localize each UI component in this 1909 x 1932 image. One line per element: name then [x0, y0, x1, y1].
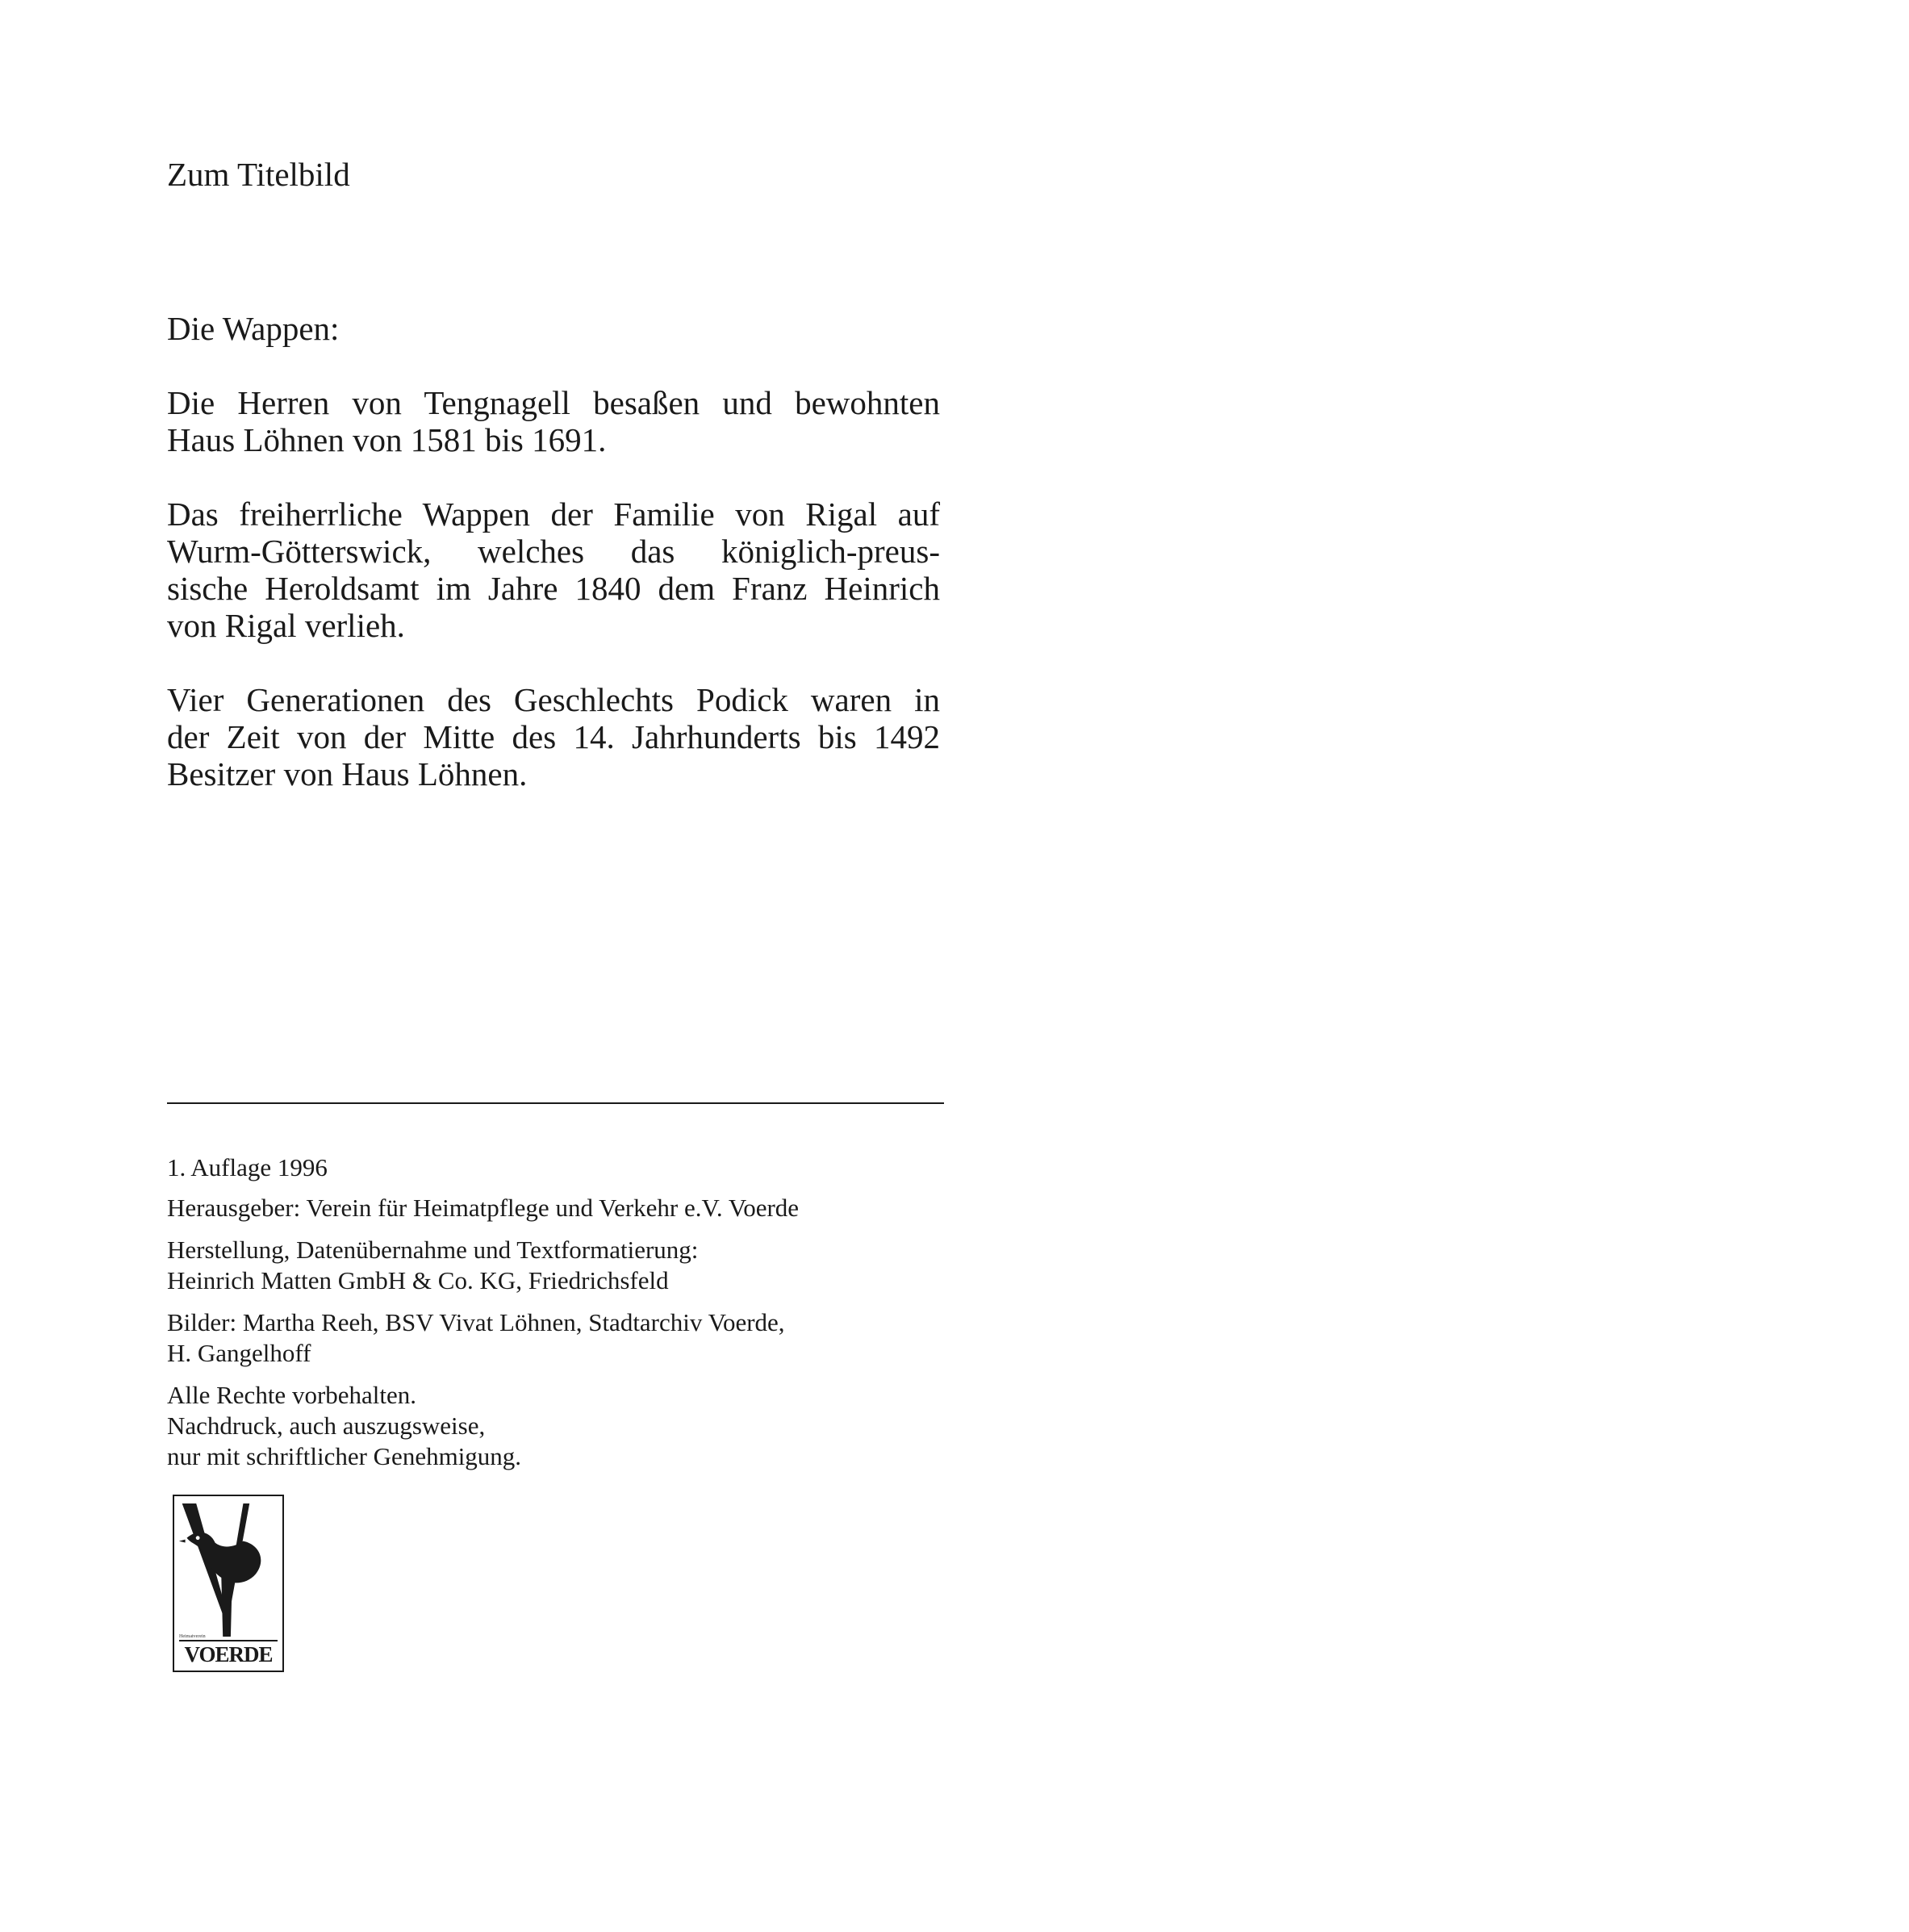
- imprint-pictures-line-1: Bilder: Martha Reeh, BSV Vivat Löhnen, Stadtarchiv Voerde,: [167, 1308, 785, 1336]
- paragraph-tengnagell-line-1: Die Herren von Tengnagell besaßen und bewohnten: [167, 384, 940, 421]
- horizontal-rule: [167, 1102, 944, 1104]
- imprint-rights-line-2: Nachdruck, auch auszugsweise,: [167, 1411, 486, 1440]
- voerde-logo: [173, 1495, 284, 1672]
- imprint-publisher: Herausgeber: Verein für Heimatpflege und Verkehr e.V. Voerde: [167, 1194, 800, 1222]
- imprint-pictures-line-2: H. Gangelhoff: [167, 1339, 311, 1367]
- paragraph-rigal-line-1: Das freiherrliche Wappen der Familie von Rigal auf: [167, 496, 940, 533]
- imprint-edition: 1. Auflage 1996: [167, 1153, 328, 1181]
- paragraph-rigal-line-2: Wurm-Götterswick, welches das königlich-preus-: [167, 533, 940, 570]
- paragraph-podick-line-3: Besitzer von Haus Löhnen.: [167, 755, 528, 792]
- paragraph-podick-line-1: Vier Generationen des Geschlechts Podick waren in: [167, 681, 940, 718]
- imprint-rights-line-1: Alle Rechte vorbehalten.: [167, 1381, 417, 1409]
- imprint-production-line-2: Heinrich Matten GmbH & Co. KG, Friedrichsfeld: [167, 1266, 669, 1294]
- imprint-rights-line-3: nur mit schriftlicher Genehmigung.: [167, 1442, 522, 1470]
- paragraph-rigal-line-4: von Rigal verlieh.: [167, 607, 405, 644]
- logo-caption: VOERDE: [179, 1640, 278, 1667]
- paragraph-tengnagell-line-2: Haus Löhnen von 1581 bis 1691.: [167, 421, 607, 458]
- logo-small-text: Heimatverein: [179, 1634, 206, 1639]
- paragraph-podick-line-2: der Zeit von der Mitte des 14. Jahrhunderts bis 1492: [167, 718, 940, 755]
- wappen-heading: Die Wappen:: [167, 310, 340, 347]
- imprint-production-line-1: Herstellung, Datenübernahme und Textformatierung:: [167, 1236, 699, 1264]
- page-title: Zum Titelbild: [167, 156, 350, 193]
- paragraph-rigal-line-3: sische Heroldsamt im Jahre 1840 dem Franz Heinrich: [167, 570, 940, 607]
